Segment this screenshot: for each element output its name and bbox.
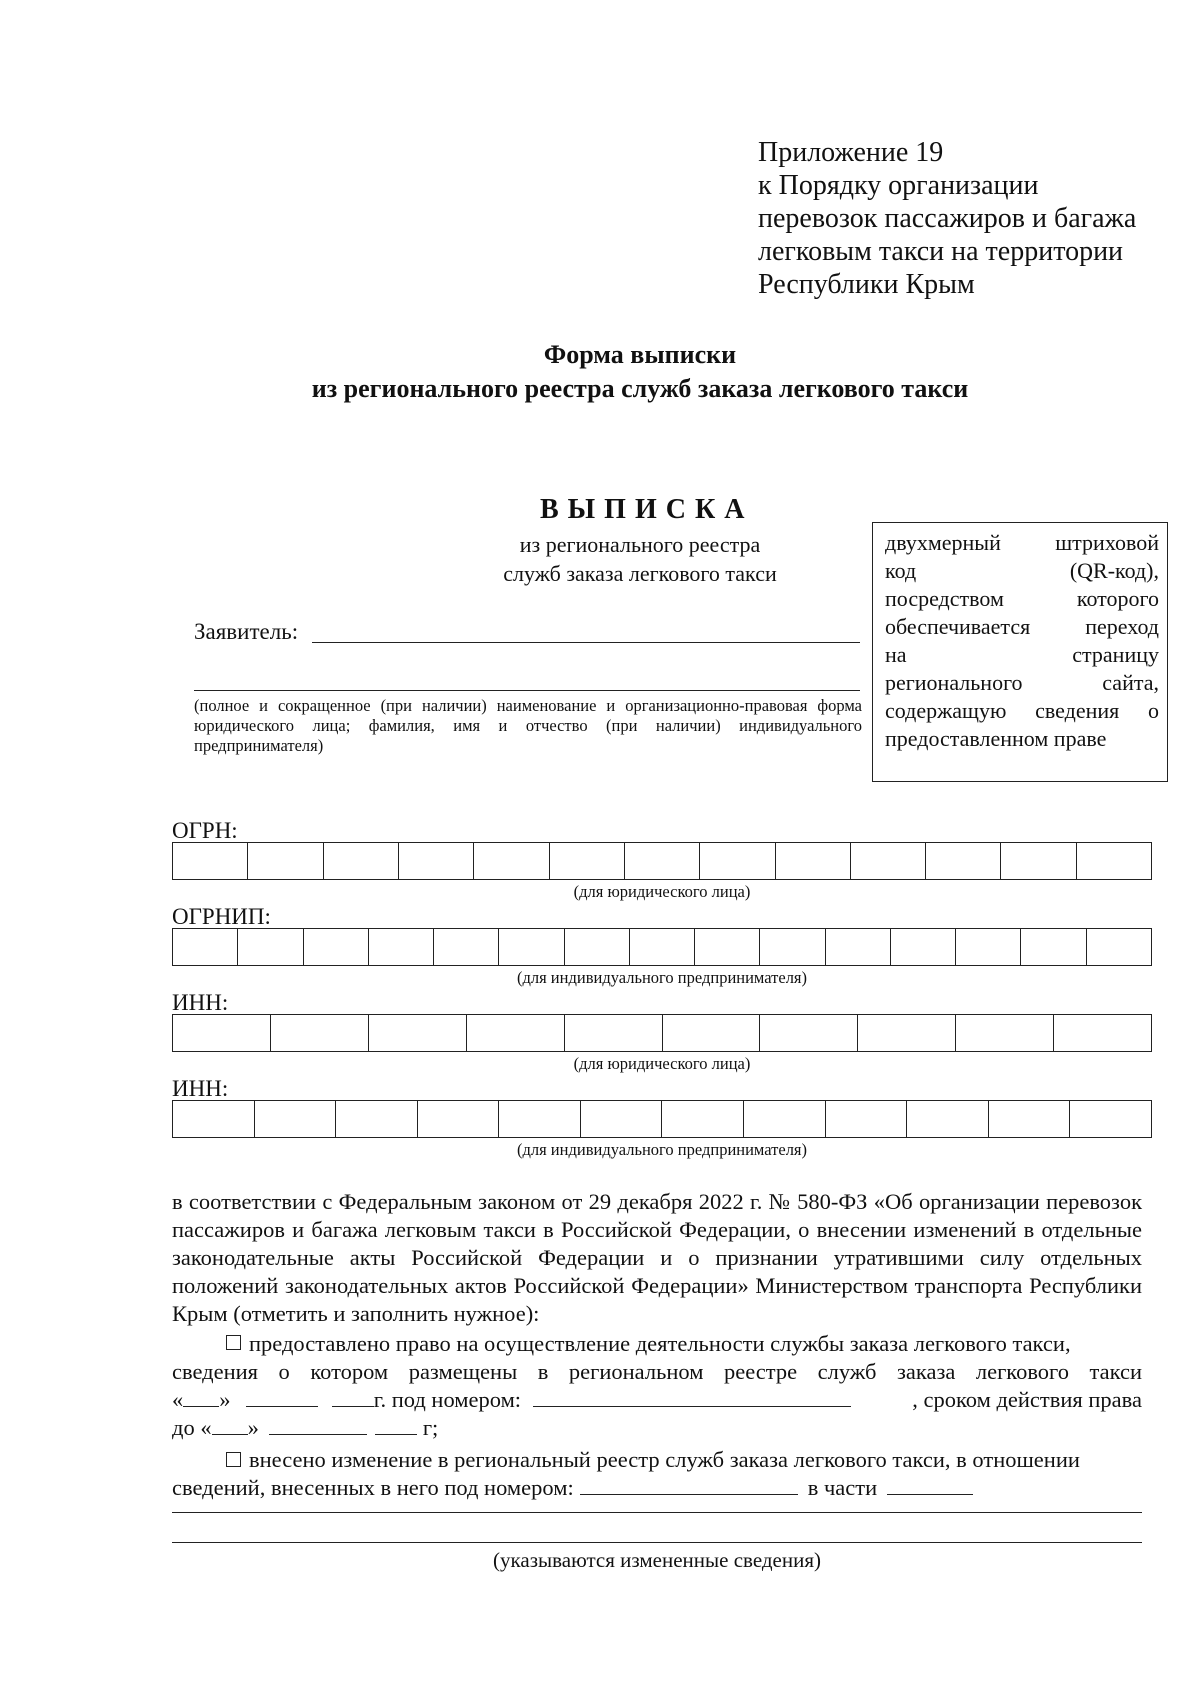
ogrnip-digit-cell[interactable] xyxy=(499,929,564,965)
inn-ip-caption: (для индивидуального предпринимателя) xyxy=(516,1140,808,1159)
until-prefix: до « xyxy=(172,1415,212,1440)
form-title-line2: из регионального реестра служб заказа легкового такси xyxy=(311,374,969,403)
changed-number-label: сведений, внесенных в него под номером: xyxy=(172,1475,574,1500)
ogrnip-digit-cell[interactable] xyxy=(956,929,1021,965)
ogrnip-digit-cell[interactable] xyxy=(760,929,825,965)
appendix-line: легковым такси на территории xyxy=(758,236,1124,267)
changed-details-caption: (указываются измененные сведения) xyxy=(493,1548,821,1572)
applicant-label: Заявитель: xyxy=(194,619,299,644)
granted-checkbox[interactable] xyxy=(226,1335,241,1350)
until-day-input[interactable] xyxy=(212,1414,248,1435)
registry-number-input[interactable] xyxy=(533,1386,851,1407)
qr-box-text: содержащую сведения о xyxy=(885,698,1159,723)
applicant-input-line2[interactable] xyxy=(194,690,860,691)
ogrn-digit-cell[interactable] xyxy=(474,843,549,879)
applicant-input[interactable] xyxy=(312,642,860,643)
ogrn-digit-cell[interactable] xyxy=(1077,843,1151,879)
document-subtitle-line2: служб заказа легкового такси xyxy=(503,561,777,586)
ogrnip-caption: (для индивидуального предпринимателя) xyxy=(516,968,808,987)
inn-legal-label: ИНН: xyxy=(172,990,229,1015)
month-input[interactable] xyxy=(246,1386,318,1407)
ogrn-digit-cell[interactable] xyxy=(776,843,851,879)
appendix-line: Республики Крым xyxy=(758,269,975,300)
ogrn-digit-cell[interactable] xyxy=(324,843,399,879)
appendix-line: Приложение 19 xyxy=(758,137,944,168)
inn-ip-digit-cell[interactable] xyxy=(662,1101,744,1137)
ogrn-digit-cell[interactable] xyxy=(399,843,474,879)
until-year-input[interactable] xyxy=(375,1414,417,1435)
ogrn-digit-grid xyxy=(172,842,1152,880)
ogrnip-digit-cell[interactable] xyxy=(369,929,434,965)
inn-ip-digit-cell[interactable] xyxy=(907,1101,989,1137)
ogrnip-digit-cell[interactable] xyxy=(1021,929,1086,965)
ogrnip-digit-cell[interactable] xyxy=(1087,929,1151,965)
ogrnip-digit-cell[interactable] xyxy=(434,929,499,965)
inn-legal-digit-cell[interactable] xyxy=(858,1015,956,1051)
law-paragraph: в соответствии с Федеральным законом от 29 декабря 2022 г. № 580-ФЗ «Об организации перевозок пассажиров и багажа легковым такси в Российской Федерации, о внесении изменений в отдельные законодательные акты Российской Федерации и о признании утратившими силу отдельных положений законодательных актов Российской Федерации» Министерством транспорта Республики Крым (отметить и заполнить нужное): xyxy=(172,1189,1142,1326)
ogrn-digit-cell[interactable] xyxy=(926,843,1001,879)
option-granted-line3 xyxy=(172,1386,1142,1414)
changed-details-line1[interactable] xyxy=(172,1512,1142,1513)
option-changed-line2 xyxy=(172,1474,1142,1502)
changed-number-input[interactable] xyxy=(580,1474,798,1495)
inn-ip-digit-cell[interactable] xyxy=(581,1101,663,1137)
inn-legal-digit-cell[interactable] xyxy=(369,1015,467,1051)
ogrnip-digit-cell[interactable] xyxy=(630,929,695,965)
inn-legal-digit-cell[interactable] xyxy=(1054,1015,1151,1051)
inn-ip-digit-cell[interactable] xyxy=(173,1101,255,1137)
ogrn-digit-cell[interactable] xyxy=(248,843,323,879)
inn-ip-digit-grid xyxy=(172,1100,1152,1138)
ogrn-label: ОГРН: xyxy=(172,818,238,843)
day-input[interactable] xyxy=(183,1386,219,1407)
ogrn-digit-cell[interactable] xyxy=(851,843,926,879)
in-part-label: в части xyxy=(807,1475,878,1500)
ogrnip-label: ОГРНИП: xyxy=(172,904,271,929)
changed-details-line2[interactable] xyxy=(172,1542,1142,1543)
inn-ip-digit-cell[interactable] xyxy=(826,1101,908,1137)
inn-ip-digit-cell[interactable] xyxy=(499,1101,581,1137)
qr-box-text: на страницу xyxy=(885,642,1159,667)
inn-ip-digit-cell[interactable] xyxy=(255,1101,337,1137)
inn-ip-digit-cell[interactable] xyxy=(989,1101,1071,1137)
qr-box-text: обеспечивается переход xyxy=(885,614,1159,639)
number-label: г. под номером: xyxy=(373,1387,522,1412)
inn-ip-label: ИНН: xyxy=(172,1076,229,1101)
qr-box-text: регионального сайта, xyxy=(885,670,1159,695)
ogrnip-digit-cell[interactable] xyxy=(891,929,956,965)
appendix-line: к Порядку организации xyxy=(758,170,1039,201)
until-month-input[interactable] xyxy=(269,1414,367,1435)
appendix-header xyxy=(758,136,1136,301)
inn-legal-digit-cell[interactable] xyxy=(760,1015,858,1051)
inn-legal-digit-cell[interactable] xyxy=(663,1015,761,1051)
inn-ip-digit-cell[interactable] xyxy=(418,1101,500,1137)
inn-ip-digit-cell[interactable] xyxy=(1070,1101,1151,1137)
inn-legal-digit-cell[interactable] xyxy=(467,1015,565,1051)
close-quote: » xyxy=(219,1387,231,1412)
inn-ip-digit-cell[interactable] xyxy=(744,1101,826,1137)
ogrnip-digit-cell[interactable] xyxy=(304,929,369,965)
qr-box-text: код (QR-код), xyxy=(885,558,1159,583)
until-year-suffix: г; xyxy=(422,1415,439,1440)
open-quote: « xyxy=(172,1387,184,1412)
option-granted xyxy=(172,1330,1142,1442)
ogrn-caption: (для юридического лица) xyxy=(573,882,751,901)
until-close-quote: » xyxy=(247,1415,259,1440)
ogrn-digit-cell[interactable] xyxy=(625,843,700,879)
ogrnip-digit-cell[interactable] xyxy=(238,929,303,965)
ogrnip-digit-cell[interactable] xyxy=(565,929,630,965)
inn-legal-digit-grid xyxy=(172,1014,1152,1052)
document-title: ВЫПИСКА xyxy=(540,494,754,525)
changed-checkbox[interactable] xyxy=(226,1452,241,1467)
in-part-input[interactable] xyxy=(887,1474,973,1495)
option-granted-line2: сведения о котором размещены в региональном реестре служб заказа легкового такси xyxy=(172,1359,1142,1384)
applicant-note: (полное и сокращенное (при наличии) наименование и организационно-правовая форма юридического лица; фамилия, имя и отчество (при наличии) индивидуального предпринимателя) xyxy=(194,696,862,755)
inn-legal-digit-cell[interactable] xyxy=(173,1015,271,1051)
qr-box-text: предоставленном праве xyxy=(885,726,1107,751)
appendix-line: перевозок пассажиров и багажа xyxy=(758,203,1137,234)
ogrn-digit-cell[interactable] xyxy=(700,843,775,879)
inn-legal-caption: (для юридического лица) xyxy=(573,1054,751,1073)
option-changed-text: внесено изменение в региональный реестр служб заказа легкового такси, в отношении xyxy=(249,1447,1080,1472)
form-title-line1: Форма выписки xyxy=(543,340,737,369)
option-granted-line1 xyxy=(172,1330,1142,1358)
ogrn-digit-cell[interactable] xyxy=(550,843,625,879)
ogrn-digit-cell[interactable] xyxy=(173,843,248,879)
inn-legal-digit-cell[interactable] xyxy=(956,1015,1054,1051)
qr-code-box xyxy=(872,522,1168,782)
option-granted-text: предоставлено право на осуществление деятельности службы заказа легкового такси, xyxy=(249,1331,1071,1356)
ogrnip-digit-cell[interactable] xyxy=(173,929,238,965)
inn-ip-digit-cell[interactable] xyxy=(336,1101,418,1137)
ogrnip-digit-cell[interactable] xyxy=(826,929,891,965)
document-subtitle-line1: из регионального реестра xyxy=(519,532,761,557)
inn-legal-digit-cell[interactable] xyxy=(565,1015,663,1051)
option-granted-line4 xyxy=(172,1414,1142,1442)
qr-box-text: посредством которого xyxy=(885,586,1159,611)
qr-box-text: двухмерный штриховой xyxy=(885,530,1159,555)
ogrnip-digit-cell[interactable] xyxy=(695,929,760,965)
option-changed-line1 xyxy=(172,1446,1142,1474)
year-input[interactable] xyxy=(332,1386,374,1407)
option-changed xyxy=(172,1446,1142,1502)
inn-legal-digit-cell[interactable] xyxy=(271,1015,369,1051)
validity-label: , сроком действия права xyxy=(912,1387,1142,1412)
ogrnip-digit-grid xyxy=(172,928,1152,966)
ogrn-digit-cell[interactable] xyxy=(1001,843,1076,879)
